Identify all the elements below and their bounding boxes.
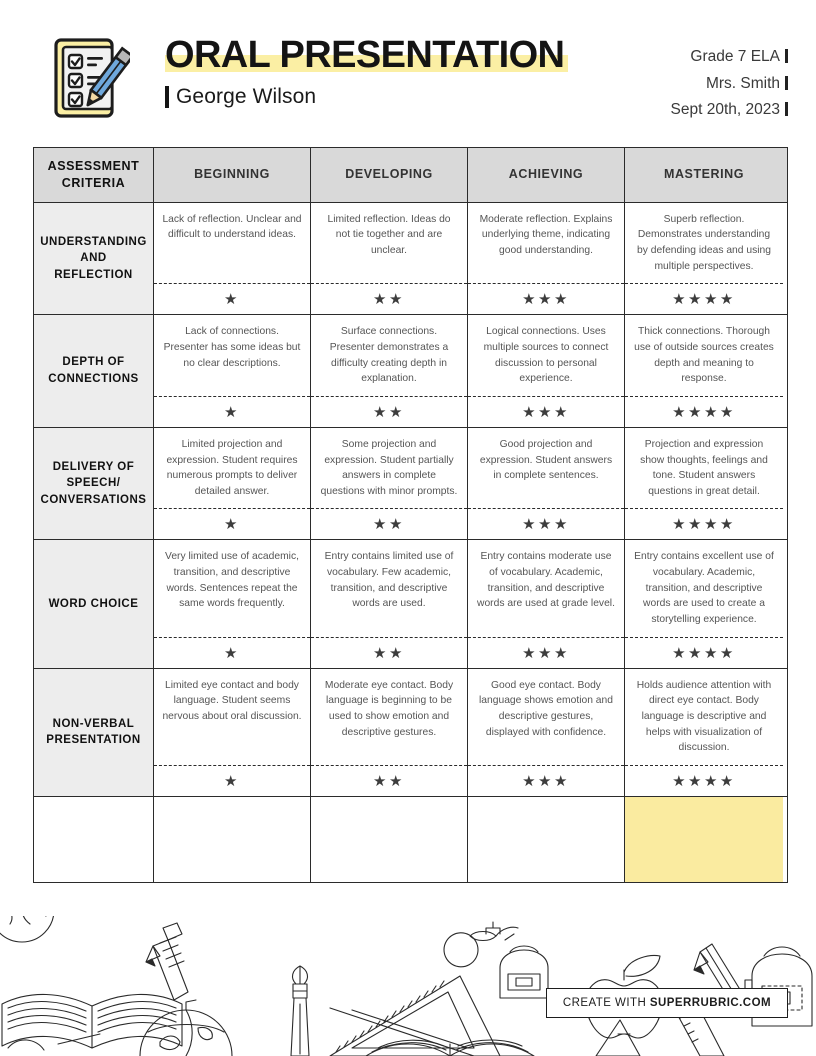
badge-prefix: CREATE WITH (562, 997, 650, 1009)
level-description: Some projection and expression. Student partially answers in complete questions with minor prompts. (320, 438, 458, 497)
table-row (34, 315, 787, 428)
header-meta (671, 44, 788, 124)
level-cell[interactable] (468, 428, 625, 540)
level-cells (154, 315, 787, 427)
level-cell[interactable] (625, 669, 783, 796)
summary-criteria-cell (34, 797, 154, 882)
level-description: Lack of connections. Presenter has some ideas but no clear descriptions. (163, 326, 301, 369)
meta-grade: Grade 7 ELA (690, 48, 780, 65)
level-cell[interactable] (625, 428, 783, 540)
star-rating[interactable]: ★★★★ (625, 765, 783, 796)
summary-row (34, 797, 787, 882)
badge-brand: SUPERRUBRIC.COM (649, 997, 771, 1009)
column-header-criteria: ASSESSMENT CRITERIA (34, 148, 154, 202)
level-description: Entry contains limited use of vocabulary. Few academic, transition, and descriptive words are used. (324, 551, 454, 610)
vertical-bar-icon (785, 76, 788, 90)
star-rating[interactable]: ★ (154, 765, 310, 796)
star-rating[interactable]: ★★★ (468, 765, 624, 796)
pencil-doodle (146, 923, 188, 1000)
level-description: Moderate reflection. Explains underlying theme, indicating good understanding. (479, 213, 613, 257)
vertical-bar-icon (165, 86, 169, 108)
triangle-doodle-right (596, 1020, 640, 1056)
star-rating[interactable]: ★ (154, 396, 310, 427)
vertical-bar-icon (785, 49, 788, 63)
level-cell[interactable] (311, 203, 468, 315)
table-row (34, 669, 787, 797)
level-description: Surface connections. Presenter demonstrates a difficulty creating depth in explanation. (329, 326, 449, 385)
apple-sketch-small (470, 927, 518, 940)
column-header-beginning: BEGINNING (154, 148, 311, 202)
student-name: George Wilson (176, 84, 317, 108)
level-cell[interactable] (154, 669, 311, 796)
summary-cell[interactable] (468, 797, 625, 882)
backpack-doodle-mid (500, 946, 548, 998)
footer-illustration (0, 916, 816, 1056)
level-description: Very limited use of academic, transition, and descriptive words. Sentences repeat the same words frequently. (165, 551, 299, 610)
column-header-mastering: MASTERING (664, 167, 744, 182)
criteria-label: WORD CHOICE (34, 540, 154, 667)
level-cells (154, 540, 787, 667)
star-rating[interactable]: ★★ (311, 765, 467, 796)
page-title: ORAL PRESENTATION (165, 34, 565, 76)
level-description: Limited projection and expression. Student requires numerous prompts to deliver detailed answer. (166, 438, 298, 497)
table-header-row (34, 148, 787, 203)
summary-cell[interactable] (154, 797, 311, 882)
star-rating[interactable]: ★★★ (468, 283, 624, 314)
star-rating[interactable]: ★★★ (468, 508, 624, 539)
meta-teacher: Mrs. Smith (705, 74, 780, 92)
ruler-doodle (330, 1008, 474, 1056)
criteria-label: NON-VERBAL PRESENTATION (34, 669, 154, 796)
level-description: Good eye contact. Body language shows emotion and descriptive gestures, displayed with confidence. (479, 679, 613, 738)
level-description: Entry contains excellent use of vocabulary. Academic, transition, and descriptive words are used to create a storytelling experience. (634, 551, 774, 625)
level-cell[interactable] (625, 540, 783, 667)
summary-cell-highlighted[interactable] (625, 797, 783, 882)
star-rating[interactable]: ★ (154, 508, 310, 539)
level-description: Entry contains moderate use of vocabulary. Academic, transition, and descriptive words are used at grade level. (477, 551, 615, 610)
level-cells (154, 669, 787, 796)
criteria-label: UNDERSTANDING AND REFLECTION (34, 203, 154, 315)
level-description: Holds audience attention with direct eye contact. Body language is descriptive and helps with visualization of discussion. (636, 679, 772, 754)
level-cell[interactable] (311, 669, 468, 796)
level-cell[interactable] (154, 315, 311, 427)
level-cell[interactable] (468, 669, 625, 796)
level-description: Good projection and expression. Student answers in complete sentences. (479, 438, 613, 482)
globe-doodle-left (0, 916, 54, 942)
star-rating[interactable]: ★★★★ (625, 637, 783, 668)
star-rating[interactable]: ★★★ (468, 396, 624, 427)
star-rating[interactable]: ★★ (311, 637, 467, 668)
star-rating[interactable]: ★ (154, 637, 310, 668)
paintbrush-doodle (291, 966, 309, 1056)
star-rating[interactable]: ★★ (311, 396, 467, 427)
globe-doodle-right (140, 1000, 232, 1056)
footer-badge[interactable] (546, 988, 788, 1018)
meta-grade-line (671, 44, 788, 71)
page-header (0, 0, 816, 140)
star-rating[interactable]: ★★★ (468, 637, 624, 668)
star-rating[interactable]: ★★ (311, 508, 467, 539)
level-cells (154, 428, 787, 540)
level-cell[interactable] (468, 540, 625, 667)
criteria-label: DELIVERY OF SPEECH/ CONVERSATIONS (34, 428, 154, 540)
meta-teacher-line (671, 71, 788, 98)
table-row (34, 203, 787, 316)
level-description: Thick connections. Thorough use of outside sources creates depth and meaning to response. (634, 326, 774, 385)
column-header-developing: DEVELOPING (311, 148, 468, 202)
criteria-label: DEPTH OF CONNECTIONS (34, 315, 154, 427)
star-rating[interactable]: ★ (154, 283, 310, 314)
level-description: Superb reflection. Demonstrates understanding by defending ideas and using multiple perspectives. (637, 213, 771, 272)
star-rating[interactable]: ★★★★ (625, 396, 783, 427)
level-description: Limited eye contact and body language. Student seems nervous about oral discussion. (162, 679, 302, 722)
level-cell[interactable] (468, 315, 625, 427)
vertical-bar-icon (785, 102, 788, 116)
level-description: Projection and expression show thoughts, feelings and tone. Student answers questions in great detail. (640, 438, 768, 497)
level-cell[interactable] (311, 315, 468, 427)
title-block (165, 36, 595, 109)
level-cell[interactable] (154, 540, 311, 667)
summary-cell[interactable] (311, 797, 468, 882)
level-description: Limited reflection. Ideas do not tie together and are unclear. (327, 213, 451, 257)
level-cell[interactable] (625, 315, 783, 427)
level-description: Logical connections. Uses multiple sources to connect discussion to personal experience. (483, 326, 609, 385)
level-cell[interactable] (154, 203, 311, 315)
meta-date: Sept 20th, 2023 (670, 101, 780, 119)
column-header-achieving: ACHIEVING (468, 148, 625, 202)
level-description: Lack of reflection. Unclear and difficult to understand ideas. (162, 213, 302, 241)
level-cell[interactable] (625, 203, 783, 315)
level-cells (154, 203, 787, 315)
star-rating[interactable]: ★★★★ (625, 508, 783, 539)
rubric-table (33, 147, 788, 883)
table-row (34, 540, 787, 668)
table-row (34, 428, 787, 541)
star-rating[interactable]: ★★★★ (625, 283, 783, 314)
checklist-pencil-icon (48, 34, 130, 124)
star-rating[interactable]: ★★ (311, 283, 467, 314)
level-cell[interactable] (311, 428, 468, 540)
level-description: Moderate eye contact. Body language is beginning to be used to show emotion and descriptive gestures. (324, 679, 454, 738)
level-cell[interactable] (468, 203, 625, 315)
stopwatch-doodle (444, 922, 514, 967)
student-name-row (165, 85, 595, 109)
meta-date-line (671, 97, 788, 124)
level-cell[interactable] (154, 428, 311, 540)
level-cell[interactable] (311, 540, 468, 667)
